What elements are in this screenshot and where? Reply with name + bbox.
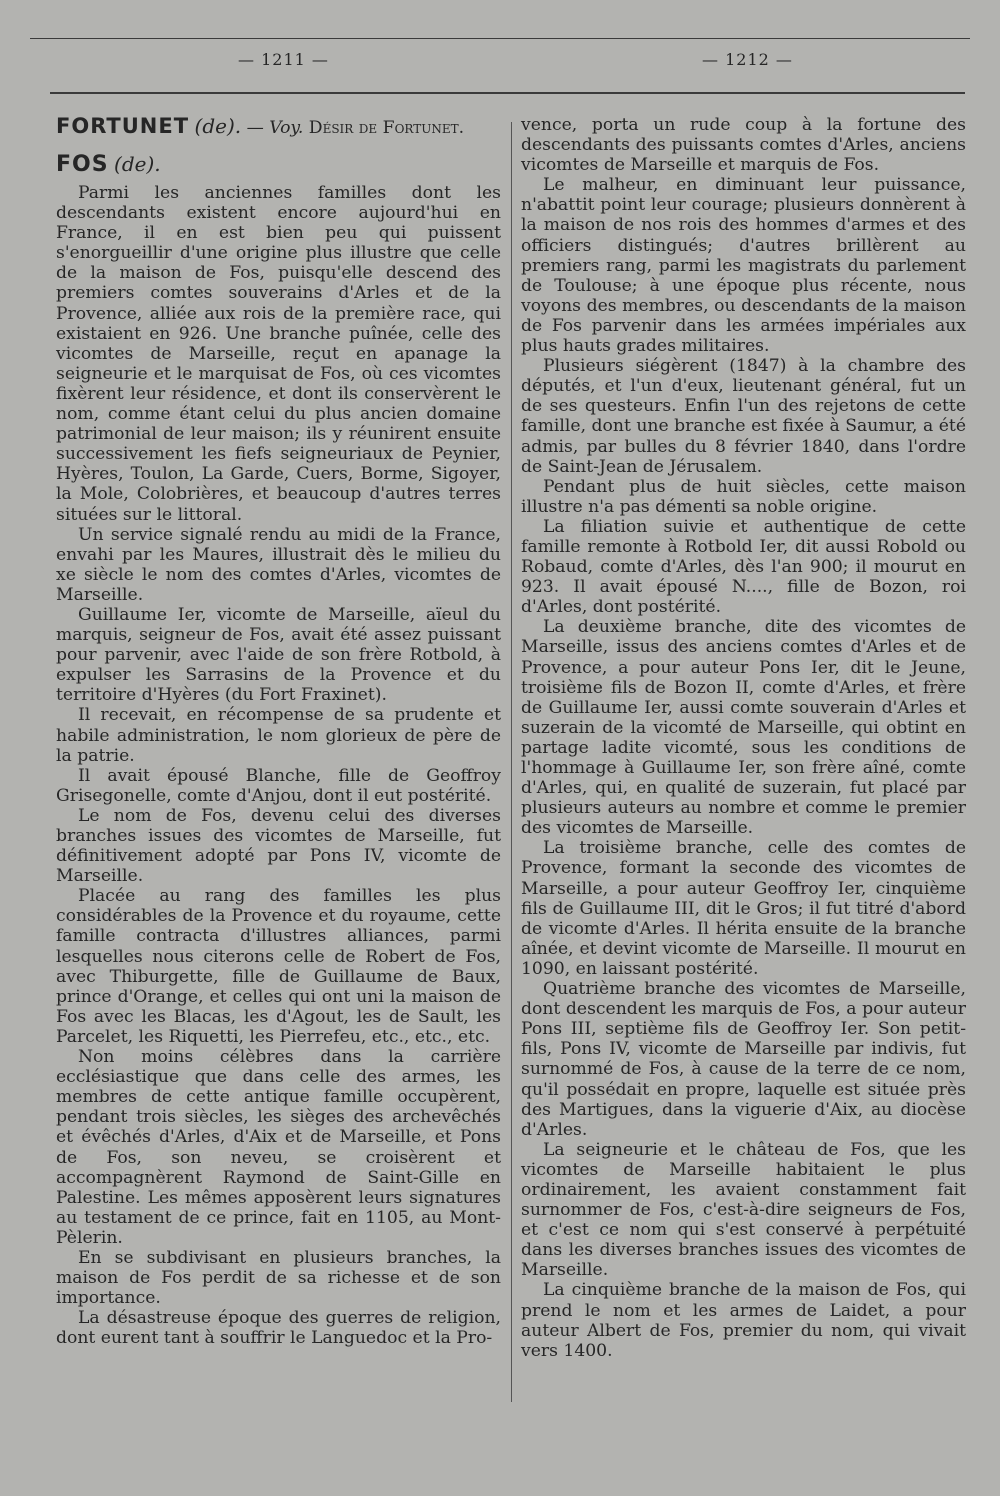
entry-fos: [56, 153, 501, 177]
header-rule: [50, 92, 965, 94]
paragraph: vence, porta un rude coup à la fortune des descendants des puissants comtes d'Arles, anciens vicomtes de Marseille et marquis de Fos.: [521, 115, 966, 176]
paragraph: Parmi les anciennes familles dont les descendants existent encore aujourd'hui en France, il en est bien peu qui puissent s'enorgueillir d'une origine plus illustre que celle de la maison de Fos, puisqu'elle descend des premiers comtes souverains d'Arles et de la Provence, alliée aux rois de la première race, qui existaient en 926. Une branche puînée, celle des vicomtes de Marseille, reçut en apanage la seigneurie et le marquisat de Fos, où ces vicomtes fixèrent leur résidence, et dont ils conservèrent le nom, comme étant celui du plus ancien domaine patrimonial de leur maison; ils y réunirent ensuite successivement les fiefs seigneuriaux de Peynier, Hyères, Toulon, La Garde, Cuers, Borme, Sigoyer, la Mole, Colobrières, et beaucoup d'autres terres situées sur le littoral.: [56, 183, 501, 525]
paragraph: La troisième branche, celle des comtes de Provence, formant la seconde des vicomtes de Marseille, a pour auteur Geoffroy Ier, cinquième fils de Guillaume III, dit le Gros; il fut titré d'abord de vicomte d'Arles. Il hérita ensuite de la branche aînée, et devint vicomte de Marseille. Il mourut en 1090, en laissant postérité.: [521, 838, 966, 979]
paragraph: La seigneurie et le château de Fos, que les vicomtes de Marseille habitaient le plus ordinairement, les avaient constamment fait surnommer de Fos, c'est-à-dire seigneurs de Fos, et c'est ce nom qui s'est conservé à perpétuité dans les diverses branches issues des vicomtes de Marseille.: [521, 1139, 966, 1281]
paragraph: La deuxième branche, dite des vicomtes de Marseille, issus des anciens comtes d'Arles et de Provence, a pour auteur Pons Ier, dit le Jeune, troisième fils de Bozon II, comte d'Arles, et frère de Guillaume Ier, aussi comte souverain d'Arles et suzerain de la vicomté de Marseille, qui obtint en partage ladite vicomté, sous les conditions de l'hommage à Guillaume Ier, son frère aîné, comte d'Arles, qui, en qualité de suzerain, fut placé par plusieurs auteurs au nombre et comme le premier des vicomtes de Marseille.: [521, 617, 966, 839]
headword-fortunet: FORTUNET: [56, 114, 190, 138]
right-column: [521, 115, 966, 1361]
paragraph: Non moins célèbres dans la carrière ecclésiastique que dans celle des armes, les membres de cette antique famille occupèrent, pendant trois siècles, les sièges des archevêchés et évêchés d'Arles, d'Aix et de Marseille, et Pons de Fos, son neveu, se croisèrent et accompagnèrent Raymond de Saint-Gille en Palestine. Les mêmes apposèrent leurs signatures au testament de ce prince, fait en 1105, au Mont-Pèlerin.: [56, 1047, 501, 1248]
crossref-prefix: — Voy.: [246, 118, 304, 138]
paragraph: Il avait épousé Blanche, fille de Geoffroy Grisegonelle, comte d'Anjou, dont il eut postérité.: [56, 765, 501, 806]
headword-fos: FOS: [56, 152, 109, 177]
entry-fortunet: [56, 115, 501, 139]
left-column: [56, 115, 501, 1348]
right-page-number: — 1212 —: [702, 50, 793, 69]
column-separator: [511, 122, 512, 1402]
paragraph: Placée au rang des familles les plus considérables de la Provence et du royaume, cette famille contracta d'illustres alliances, parmi lesquelles nous citerons celle de Robert de Fos, avec Thiburgette, fille de Guillaume de Baux, prince d'Orange, et celles qui ont uni la maison de Fos avec les Blacas, les d'Agout, les de Sault, les Parcelet, les Riquetti, les Pierrefeu, etc., etc., etc.: [56, 886, 501, 1047]
particle-fortunet: (de).: [194, 114, 242, 138]
paragraph: La cinquième branche de la maison de Fos, qui prend le nom et les armes de Laidet, a pour auteur Albert de Fos, premier du nom, qui vivait vers 1400.: [521, 1280, 966, 1361]
paragraph: Plusieurs siégèrent (1847) à la chambre des députés, et l'un d'eux, lieutenant général, fut un de ses questeurs. Enfin l'un des rejetons de cette famille, dont une branche est fixée à Saumur, a été admis, par bulles du 8 février 1840, dans l'ordre de Saint-Jean de Jérusalem.: [521, 356, 966, 477]
paragraph: Le nom de Fos, devenu celui des diverses branches issues des vicomtes de Marseille, fut définitivement adopté par Pons IV, vicomte de Marseille.: [56, 805, 501, 887]
paragraph: La désastreuse époque des guerres de religion, dont eurent tant à souffrir le Languedoc et la Pro-: [56, 1308, 501, 1349]
paragraph: Pendant plus de huit siècles, cette maison illustre n'a pas démenti sa noble origine.: [521, 476, 966, 517]
paragraph: En se subdivisant en plusieurs branches, la maison de Fos perdit de sa richesse et de son importance.: [56, 1247, 501, 1309]
paragraph: Le malheur, en diminuant leur puissance, n'abattit point leur courage; plusieurs donnèrent à la maison de nos rois des hommes d'armes et des officiers distingués; d'autres brillèrent au premiers rang, parmi les magistrats du parlement de Toulouse; à une époque plus récente, nous voyons des membres, ou descendants de la maison de Fos parvenir dans les armées impériales aux plus hauts grades militaires.: [521, 175, 966, 357]
crossref-target: Désir de Fortunet.: [308, 118, 465, 138]
top-rule: [30, 38, 970, 39]
paragraph: Guillaume Ier, vicomte de Marseille, aïeul du marquis, seigneur de Fos, avait été assez puissant pour parvenir, avec l'aide de son frère Rotbold, à expulser les Sarrasins de la Provence et du territoire d'Hyères (du Fort Fraxinet).: [56, 604, 501, 706]
paragraph: La filiation suivie et authentique de cette famille remonte à Rotbold Ier, dit aussi Robold ou Robaud, comte d'Arles, dès l'an 900; il mourut en 923. Il avait épousé N...., fille de Bozon, roi d'Arles, dont postérité.: [521, 516, 966, 618]
paragraph: Un service signalé rendu au midi de la France, envahi par les Maures, illustrait dès le milieu du xe siècle le nom des comtes d'Arles, vicomtes de Marseille.: [56, 524, 501, 605]
left-page-number: — 1211 —: [238, 50, 329, 69]
particle-fos: (de).: [114, 152, 161, 176]
paragraph: Il recevait, en récompense de sa prudente et habile administration, le nom glorieux de père de la patrie.: [56, 705, 501, 766]
paragraph: Quatrième branche des vicomtes de Marseille, dont descendent les marquis de Fos, a pour auteur Pons III, septième fils de Geoffroy Ier. Son petit-fils, Pons IV, vicomte de Marseille par indivis, fut surnommé de Fos, à cause de la terre de ce nom, qu'il possédait en propre, laquelle est située près des Martigues, dans la viguerie d'Aix, au diocèse d'Arles.: [521, 979, 966, 1140]
